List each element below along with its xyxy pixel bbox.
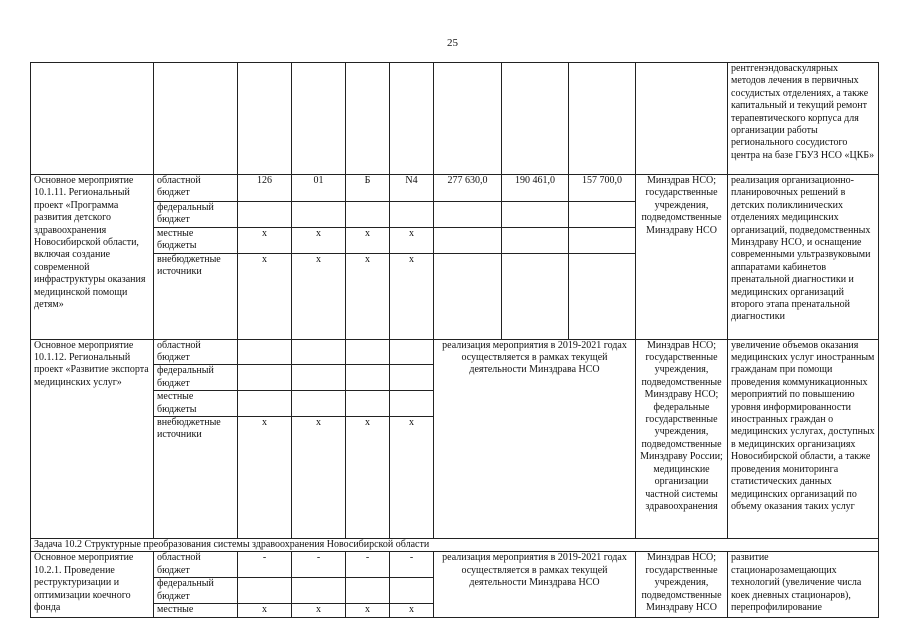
funding-source: областной бюджет	[154, 552, 238, 578]
code-cell	[292, 365, 346, 391]
executor: Минздрав НСО; государственные учреждения, подведомственные Минздраву НСО; федеральные государственные учреждения, подведомственные Минздраву России; медицинские организации частной системы здравоохранения	[636, 339, 728, 538]
program-table	[30, 62, 879, 618]
amount-cell	[502, 253, 569, 339]
code-cell: N4	[390, 175, 434, 202]
amount-cell: 190 461,0	[502, 175, 569, 202]
cell-empty	[238, 63, 292, 175]
code-cell	[238, 391, 292, 417]
activity-name: Основное мероприятие 10.1.12. Региональный проект «Развитие экспорта медицинских услуг»	[31, 339, 154, 538]
code-cell	[238, 339, 292, 365]
table-row	[31, 175, 879, 202]
code-cell: x	[346, 227, 390, 253]
amount-cell	[569, 253, 636, 339]
code-cell: -	[390, 552, 434, 578]
implementation-note: реализация мероприятия в 2019-2021 годах осуществляется в рамках текущей деятельности Минздрава НСО	[434, 552, 636, 617]
code-cell	[390, 202, 434, 228]
code-cell: x	[238, 227, 292, 253]
table-row	[31, 339, 879, 365]
amount-cell	[434, 253, 502, 339]
funding-source: федеральный бюджет	[154, 578, 238, 604]
table-row	[31, 539, 879, 552]
cell-empty	[636, 63, 728, 175]
cell-empty	[434, 63, 502, 175]
expected-result: увеличение объемов оказания медицинских услуг иностранным гражданам при помощи проведения коммуникационных мероприятий по повышению уровня информированности иностранных граждан о медицинских услугах, доступных в медицинских организациях Новосибирской области, а также проведения мониторинга статистических данных медицинских организаций по объему оказания таких услуг	[728, 339, 879, 538]
code-cell: x	[390, 604, 434, 617]
code-cell: -	[238, 552, 292, 578]
code-cell: x	[346, 417, 390, 539]
code-cell: 01	[292, 175, 346, 202]
amount-cell: 157 700,0	[569, 175, 636, 202]
code-cell: 126	[238, 175, 292, 202]
code-cell	[390, 365, 434, 391]
code-cell: x	[390, 227, 434, 253]
code-cell: Б	[346, 175, 390, 202]
funding-source: областной бюджет	[154, 339, 238, 365]
executor: Минздрав НСО; государственные учреждения, подведомственные Минздраву НСО	[636, 552, 728, 617]
funding-source: федеральный бюджет	[154, 365, 238, 391]
code-cell	[390, 391, 434, 417]
cell-empty	[569, 63, 636, 175]
code-cell	[346, 365, 390, 391]
activity-name: Основное мероприятие 10.1.11. Региональный проект «Программа развития детского здравоохранения Новосибирской области, включая создание современной инфраструктуры оказания медицинской помощи детям»	[31, 175, 154, 340]
code-cell	[390, 578, 434, 604]
funding-source: местные	[154, 604, 238, 617]
page-number: 25	[447, 37, 458, 49]
expected-result: развитие стационарозамещающих технологий (увеличение числа коек дневных стационаров), перепрофилирование	[728, 552, 879, 617]
code-cell	[346, 391, 390, 417]
code-cell: -	[346, 552, 390, 578]
funding-source: федеральный бюджет	[154, 202, 238, 228]
code-cell	[238, 365, 292, 391]
amount-cell: 277 630,0	[434, 175, 502, 202]
code-cell	[346, 202, 390, 228]
code-cell: x	[390, 417, 434, 539]
code-cell	[292, 391, 346, 417]
code-cell	[238, 578, 292, 604]
cell-empty	[390, 63, 434, 175]
expected-result: реализация организационно-планировочных решений в детских поликлинических отделениях медицинских организаций, подведомственных Минздраву НСО, и оснащение современными ультразвуковыми аппаратами кабинетов пренатальной диагностики и медицинских организаций второго этапа пренатальной диагностики	[728, 175, 879, 340]
code-cell	[292, 339, 346, 365]
amount-cell	[502, 202, 569, 228]
code-cell: x	[390, 253, 434, 339]
executor: Минздрав НСО; государственные учреждения, подведомственные Минздраву НСО	[636, 175, 728, 340]
code-cell: x	[292, 417, 346, 539]
cell-empty	[346, 63, 390, 175]
amount-cell	[569, 227, 636, 253]
code-cell: x	[292, 227, 346, 253]
code-cell	[292, 202, 346, 228]
code-cell	[390, 339, 434, 365]
funding-source: внебюджетные источники	[154, 253, 238, 339]
funding-source: областной бюджет	[154, 175, 238, 202]
funding-source: внебюджетные источники	[154, 417, 238, 539]
code-cell: x	[292, 604, 346, 617]
expected-result: рентгенэндоваскулярных методов лечения в первичных сосудистых отделениях, а также капитальный и текущий ремонт терапевтического корпуса для организации работы регионального сосудистого центра на базе ГБУЗ НСО «ЦКБ»	[728, 63, 879, 175]
funding-source: местные бюджеты	[154, 391, 238, 417]
code-cell: x	[346, 604, 390, 617]
amount-cell	[569, 202, 636, 228]
code-cell: x	[346, 253, 390, 339]
code-cell	[292, 578, 346, 604]
activity-name: Основное мероприятие 10.2.1. Проведение реструктуризации и оптимизации коечного фонда	[31, 552, 154, 617]
amount-cell	[434, 202, 502, 228]
table-row	[31, 63, 879, 175]
amount-cell	[434, 227, 502, 253]
code-cell: x	[238, 417, 292, 539]
funding-source: местные бюджеты	[154, 227, 238, 253]
implementation-note: реализация мероприятия в 2019-2021 годах осуществляется в рамках текущей деятельности Минздрава НСО	[434, 339, 636, 538]
table-row	[31, 552, 879, 578]
code-cell	[238, 202, 292, 228]
code-cell: x	[238, 604, 292, 617]
code-cell: x	[292, 253, 346, 339]
cell-empty	[154, 63, 238, 175]
code-cell: -	[292, 552, 346, 578]
code-cell	[346, 578, 390, 604]
cell-empty	[292, 63, 346, 175]
cell-empty	[502, 63, 569, 175]
amount-cell	[502, 227, 569, 253]
task-heading: Задача 10.2 Структурные преобразования системы здравоохранения Новосибирской области	[31, 539, 879, 552]
code-cell	[346, 339, 390, 365]
code-cell: x	[238, 253, 292, 339]
cell-empty	[31, 63, 154, 175]
